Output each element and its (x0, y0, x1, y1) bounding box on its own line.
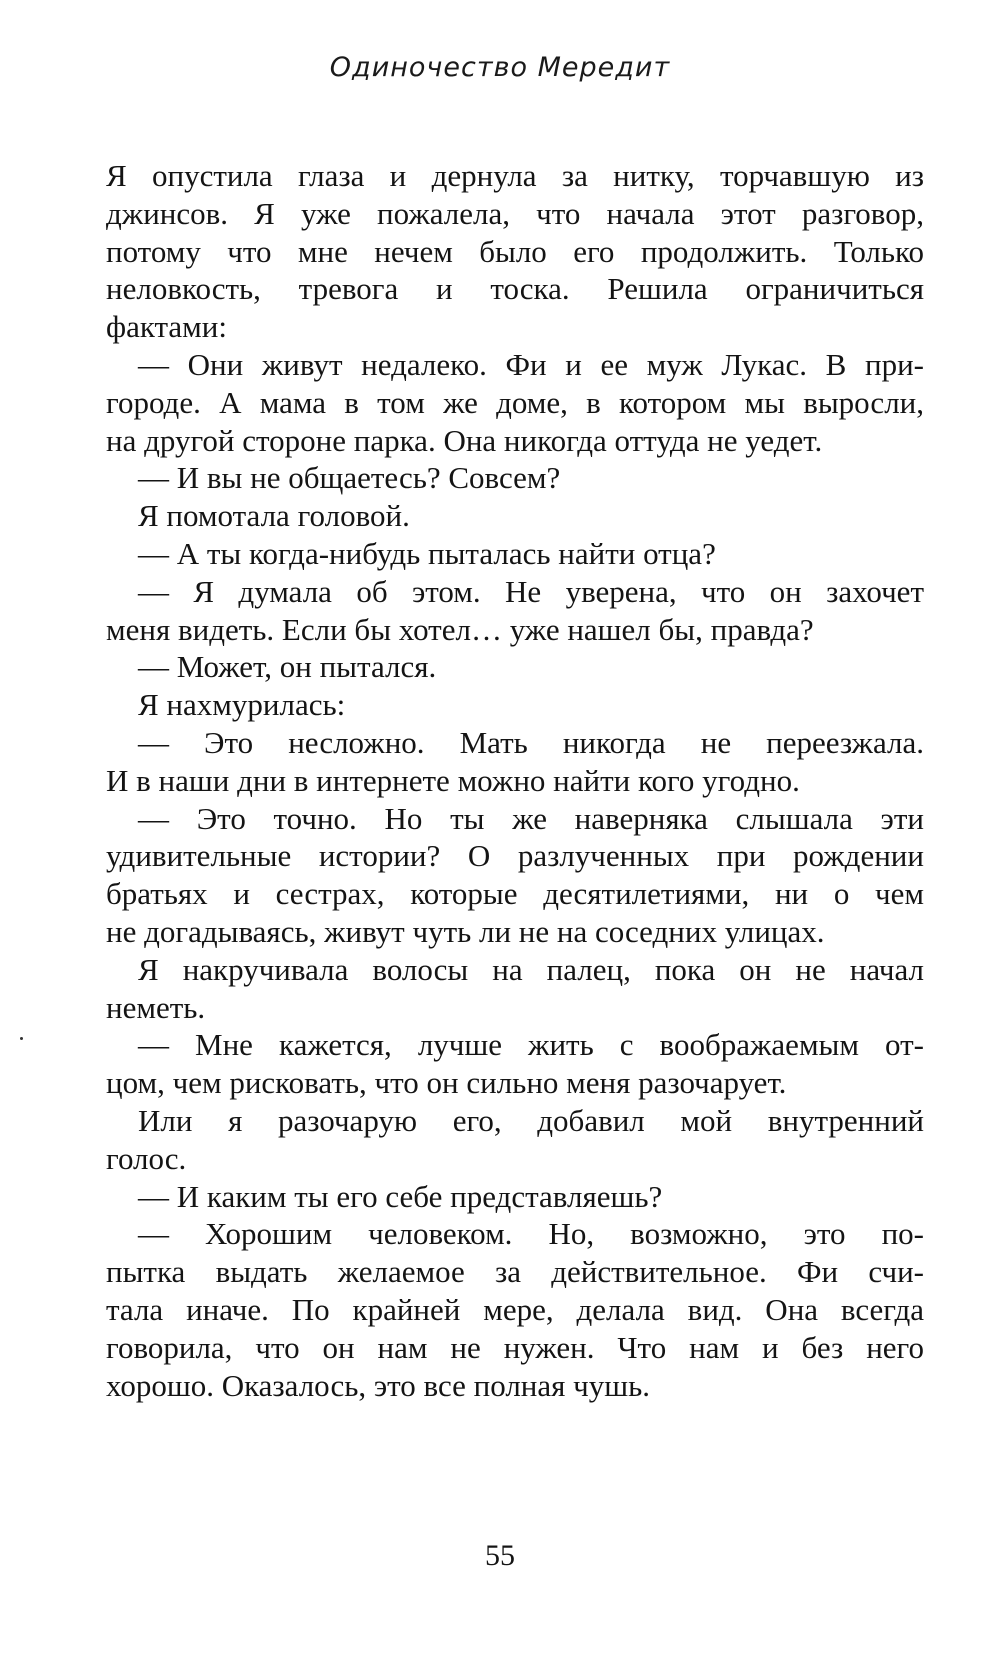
text-line: не догадываясь, живут чуть ли не на соседних улицах. (106, 913, 825, 949)
text-line: удивительные истории? О разлученных при рождении (106, 838, 924, 874)
text-line: тала иначе. По крайней мере, делала вид. Она всегда (106, 1291, 924, 1327)
text-line: неловкость, тревога и тоска. Решила ограничиться (106, 271, 924, 307)
text-line: Я опустила глаза и дернула за нитку, торчавшую из (106, 158, 924, 193)
text-line: — И каким ты его себе представляешь? (138, 1178, 663, 1214)
text-line: джинсов. Я уже пожалела, что начала этот разговор, (106, 195, 924, 231)
running-header: Одиночество Мередит (329, 52, 671, 83)
text-line: Я накручивала волосы на палец, пока он не начал (138, 951, 924, 987)
text-line: неметь. (106, 989, 206, 1025)
body-text (106, 157, 924, 1404)
text-line: братьях и сестрах, которые десятилетиями, ни о чем (106, 876, 924, 912)
text-line: цом, чем рисковать, что он сильно меня разочарует. (106, 1065, 787, 1101)
text-line: меня видеть. Если бы хотел… уже нашел бы, правда? (106, 611, 814, 647)
text-line: Я нахмурилась: (138, 687, 346, 723)
text-line: — И вы не общаетесь? Совсем? (138, 460, 561, 496)
text-line: И в наши дни в интернете можно найти кого угодно. (106, 762, 800, 798)
text-line: говорила, что он нам не нужен. Что нам и без него (106, 1329, 924, 1365)
text-line: Или я разочарую его, добавил мой внутренний (138, 1102, 924, 1138)
text-line: хорошо. Оказалось, это все полная чушь. (106, 1367, 650, 1403)
text-line: пытка выдать желаемое за действительное. Фи счи- (106, 1254, 924, 1290)
text-line: городе. А мама в том же доме, в котором мы выросли, (106, 384, 924, 420)
text-line: — Хорошим человеком. Но, возможно, это по- (138, 1216, 924, 1252)
text-line: Я помотала головой. (138, 498, 410, 534)
text-line: — Мне кажется, лучше жить с воображаемым от- (138, 1027, 924, 1063)
page-number: 55 (485, 1539, 515, 1572)
text-line: фактами: (106, 309, 228, 345)
text-line: — А ты когда-нибудь пыталась найти отца? (138, 535, 716, 571)
text-line: — Может, он пытался. (138, 649, 437, 685)
text-line: голос. (106, 1140, 187, 1176)
margin-speck (20, 1037, 23, 1040)
text-line: потому что мне нечем было его продолжить. Только (106, 233, 924, 269)
text-line: — Это несложно. Мать никогда не переезжала. (138, 724, 924, 760)
text-line: — Они живут недалеко. Фи и ее муж Лукас. В при- (138, 346, 924, 382)
text-line: на другой стороне парка. Она никогда оттуда не уедет. (106, 422, 823, 458)
text-line: — Это точно. Но ты же наверняка слышала эти (138, 800, 924, 836)
text-line: — Я думала об этом. Не уверена, что он захочет (138, 573, 924, 609)
